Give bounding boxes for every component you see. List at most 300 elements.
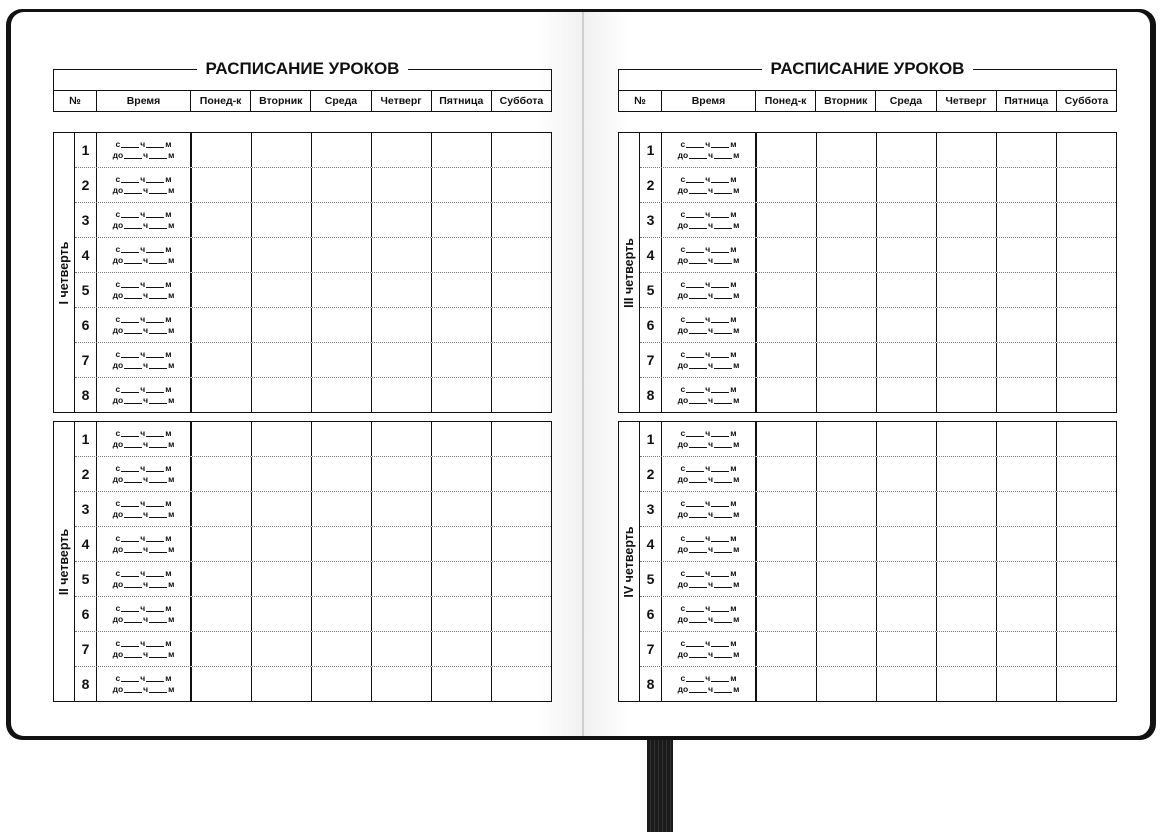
subject-cell[interactable] (756, 527, 816, 561)
subject-cell[interactable] (876, 632, 936, 666)
subject-cell[interactable] (491, 203, 551, 237)
subject-cell[interactable] (996, 238, 1056, 272)
subject-cell[interactable] (1056, 203, 1116, 237)
subject-cell[interactable] (1056, 492, 1116, 526)
subject-cell[interactable] (996, 667, 1056, 701)
subject-cell[interactable] (996, 597, 1056, 631)
blank-line (121, 357, 139, 358)
subject-cell[interactable] (191, 168, 251, 202)
subject-cell[interactable] (816, 492, 876, 526)
subject-cell[interactable] (371, 457, 431, 491)
time-cell[interactable] (97, 133, 191, 167)
time-cell[interactable] (662, 273, 756, 307)
minutes-label: м (730, 349, 737, 359)
subject-cell[interactable] (816, 238, 876, 272)
subject-cell[interactable] (431, 457, 491, 491)
blank-line (124, 447, 142, 448)
subject-cell[interactable] (996, 343, 1056, 377)
subject-cell[interactable] (191, 238, 251, 272)
subject-cell[interactable] (816, 597, 876, 631)
minutes-label: м (168, 395, 175, 405)
header-day: Понед-к (755, 91, 815, 111)
subject-cell[interactable] (371, 527, 431, 561)
time-from-label: с (680, 139, 686, 149)
hours-label: ч (708, 544, 714, 554)
blank-line (121, 646, 139, 647)
subject-cell[interactable] (1056, 632, 1116, 666)
time-cell[interactable] (662, 597, 756, 631)
hours-label: ч (708, 395, 714, 405)
blank-line (124, 517, 142, 518)
subject-cell[interactable] (756, 238, 816, 272)
subject-cell[interactable] (491, 667, 551, 701)
time-to-line (662, 290, 755, 301)
time-cell[interactable] (662, 527, 756, 561)
subject-cell[interactable] (191, 527, 251, 561)
subject-cell[interactable] (1056, 562, 1116, 596)
lesson-number: 3 (75, 203, 97, 237)
lesson-row (75, 596, 551, 631)
subject-cell[interactable] (371, 273, 431, 307)
time-cell[interactable] (662, 343, 756, 377)
blank-line (146, 217, 164, 218)
subject-cell[interactable] (996, 457, 1056, 491)
subject-cell[interactable] (191, 203, 251, 237)
minutes-label: м (165, 384, 172, 394)
subject-cell[interactable] (756, 632, 816, 666)
blank-line (146, 287, 164, 288)
quarter-label (619, 133, 640, 412)
subject-cell[interactable] (191, 492, 251, 526)
subject-cell[interactable] (311, 632, 371, 666)
subject-cell[interactable] (996, 562, 1056, 596)
subject-cell[interactable] (371, 492, 431, 526)
time-cell[interactable] (662, 238, 756, 272)
subject-cell[interactable] (251, 597, 311, 631)
subject-cell[interactable] (936, 273, 996, 307)
hours-label: ч (708, 579, 714, 589)
subject-cell[interactable] (431, 238, 491, 272)
subject-cell[interactable] (491, 378, 551, 412)
subject-cell[interactable] (1056, 308, 1116, 342)
subject-cell[interactable] (371, 168, 431, 202)
minutes-label: м (733, 360, 740, 370)
subject-cell[interactable] (431, 422, 491, 456)
subject-cell[interactable] (431, 203, 491, 237)
blank-line (711, 541, 729, 542)
time-cell[interactable] (662, 168, 756, 202)
subject-cell[interactable] (491, 597, 551, 631)
subject-cell[interactable] (311, 343, 371, 377)
blank-line (149, 447, 167, 448)
time-from-label: с (680, 533, 686, 543)
subject-cell[interactable] (876, 168, 936, 202)
blank-line (149, 333, 167, 334)
subject-cell[interactable] (936, 238, 996, 272)
subject-cell[interactable] (191, 343, 251, 377)
lesson-row (640, 133, 1116, 167)
subject-cell[interactable] (371, 667, 431, 701)
subject-cell[interactable] (816, 168, 876, 202)
time-to-line (662, 439, 755, 450)
subject-cell[interactable] (936, 597, 996, 631)
header-row (53, 90, 552, 112)
subject-cell[interactable] (191, 133, 251, 167)
subject-cell[interactable] (251, 343, 311, 377)
time-cell[interactable] (97, 343, 191, 377)
subject-cell[interactable] (491, 562, 551, 596)
blank-line (149, 517, 167, 518)
blank-line (149, 622, 167, 623)
hours-label: ч (140, 498, 146, 508)
subject-cell[interactable] (251, 632, 311, 666)
subject-cell[interactable] (876, 457, 936, 491)
subject-cell[interactable] (936, 527, 996, 561)
subject-cell[interactable] (936, 133, 996, 167)
subject-cell[interactable] (191, 273, 251, 307)
subject-cell[interactable] (371, 133, 431, 167)
time-cell[interactable] (97, 597, 191, 631)
subject-cell[interactable] (311, 273, 371, 307)
subject-cell[interactable] (431, 308, 491, 342)
subject-cell[interactable] (756, 133, 816, 167)
blank-line (121, 681, 139, 682)
subject-cell[interactable] (311, 203, 371, 237)
time-to-label: до (677, 614, 689, 624)
time-cell[interactable] (97, 238, 191, 272)
subject-cell[interactable] (251, 308, 311, 342)
minutes-label: м (168, 185, 175, 195)
blank-line (689, 517, 707, 518)
lesson-number: 6 (640, 597, 662, 631)
subject-cell[interactable] (191, 632, 251, 666)
subject-cell[interactable] (756, 457, 816, 491)
subject-cell[interactable] (936, 422, 996, 456)
subject-cell[interactable] (1056, 168, 1116, 202)
time-cell[interactable] (97, 632, 191, 666)
lesson-row (75, 307, 551, 342)
lesson-row (75, 422, 551, 456)
subject-cell[interactable] (371, 378, 431, 412)
subject-cell[interactable] (371, 238, 431, 272)
subject-cell[interactable] (431, 133, 491, 167)
blank-line (146, 182, 164, 183)
subject-cell[interactable] (311, 562, 371, 596)
time-cell[interactable] (662, 422, 756, 456)
subject-cell[interactable] (311, 527, 371, 561)
subject-cell[interactable] (191, 597, 251, 631)
time-from-label: с (115, 428, 121, 438)
subject-cell[interactable] (251, 168, 311, 202)
subject-cell[interactable] (191, 667, 251, 701)
subject-cell[interactable] (251, 527, 311, 561)
subject-cell[interactable] (311, 133, 371, 167)
subject-cell[interactable] (876, 562, 936, 596)
subject-cell[interactable] (756, 308, 816, 342)
subject-cell[interactable] (311, 422, 371, 456)
subject-cell[interactable] (431, 343, 491, 377)
subject-cell[interactable] (816, 562, 876, 596)
subject-cell[interactable] (756, 562, 816, 596)
subject-cell[interactable] (756, 168, 816, 202)
subject-cell[interactable] (491, 422, 551, 456)
subject-cell[interactable] (1056, 238, 1116, 272)
subject-cell[interactable] (876, 308, 936, 342)
subject-cell[interactable] (1056, 457, 1116, 491)
subject-cell[interactable] (191, 378, 251, 412)
subject-cell[interactable] (876, 343, 936, 377)
subject-cell[interactable] (251, 378, 311, 412)
time-cell[interactable] (97, 457, 191, 491)
lesson-row (640, 491, 1116, 526)
subject-cell[interactable] (371, 632, 431, 666)
subject-cell[interactable] (876, 378, 936, 412)
subject-cell[interactable] (311, 378, 371, 412)
blank-line (149, 298, 167, 299)
time-cell[interactable] (97, 667, 191, 701)
time-from-label: с (115, 244, 121, 254)
subject-cell[interactable] (251, 562, 311, 596)
subject-cell[interactable] (816, 133, 876, 167)
time-cell[interactable] (97, 492, 191, 526)
subject-cell[interactable] (371, 597, 431, 631)
time-from-label: с (115, 209, 121, 219)
time-cell[interactable] (97, 422, 191, 456)
subject-cell[interactable] (311, 597, 371, 631)
time-from-line (97, 174, 190, 185)
subject-cell[interactable] (1056, 667, 1116, 701)
minutes-label: м (730, 428, 737, 438)
subject-cell[interactable] (431, 562, 491, 596)
hours-label: ч (140, 673, 146, 683)
subject-cell[interactable] (311, 168, 371, 202)
subject-cell[interactable] (251, 203, 311, 237)
subject-cell[interactable] (876, 203, 936, 237)
subject-cell[interactable] (1056, 378, 1116, 412)
subject-cell[interactable] (251, 422, 311, 456)
subject-cell[interactable] (816, 667, 876, 701)
subject-cell[interactable] (996, 203, 1056, 237)
lesson-number: 4 (640, 527, 662, 561)
subject-cell[interactable] (936, 203, 996, 237)
subject-cell[interactable] (371, 422, 431, 456)
subject-cell[interactable] (756, 203, 816, 237)
subject-cell[interactable] (756, 492, 816, 526)
subject-cell[interactable] (876, 492, 936, 526)
time-cell[interactable] (97, 378, 191, 412)
blank-line (689, 657, 707, 658)
subject-cell[interactable] (876, 667, 936, 701)
time-cell[interactable] (97, 527, 191, 561)
subject-cell[interactable] (996, 308, 1056, 342)
subject-cell[interactable] (491, 273, 551, 307)
subject-cell[interactable] (816, 422, 876, 456)
hours-label: ч (705, 568, 711, 578)
subject-cell[interactable] (996, 422, 1056, 456)
subject-cell[interactable] (251, 133, 311, 167)
blank-line (714, 228, 732, 229)
subject-cell[interactable] (996, 632, 1056, 666)
subject-cell[interactable] (191, 562, 251, 596)
subject-cell[interactable] (936, 343, 996, 377)
time-cell[interactable] (662, 133, 756, 167)
time-cell[interactable] (97, 562, 191, 596)
header-day: Пятница (431, 91, 491, 111)
subject-cell[interactable] (431, 168, 491, 202)
subject-cell[interactable] (1056, 343, 1116, 377)
blank-line (124, 263, 142, 264)
subject-cell[interactable] (756, 597, 816, 631)
subject-cell[interactable] (491, 527, 551, 561)
subject-cell[interactable] (251, 273, 311, 307)
time-cell[interactable] (662, 378, 756, 412)
subject-cell[interactable] (491, 343, 551, 377)
subject-cell[interactable] (191, 308, 251, 342)
subject-cell[interactable] (491, 238, 551, 272)
subject-cell[interactable] (431, 378, 491, 412)
subject-cell[interactable] (491, 308, 551, 342)
subject-cell[interactable] (996, 133, 1056, 167)
time-to-line (97, 255, 190, 266)
subject-cell[interactable] (371, 562, 431, 596)
time-cell[interactable] (97, 203, 191, 237)
subject-cell[interactable] (816, 308, 876, 342)
blank-line (124, 403, 142, 404)
subject-cell[interactable] (756, 667, 816, 701)
lesson-number: 5 (75, 562, 97, 596)
time-cell[interactable] (97, 273, 191, 307)
subject-cell[interactable] (756, 273, 816, 307)
blank-line (121, 287, 139, 288)
minutes-label: м (730, 209, 737, 219)
subject-cell[interactable] (936, 492, 996, 526)
subject-cell[interactable] (936, 457, 996, 491)
subject-cell[interactable] (816, 343, 876, 377)
subject-cell[interactable] (996, 527, 1056, 561)
subject-cell[interactable] (491, 632, 551, 666)
subject-cell[interactable] (191, 422, 251, 456)
subject-cell[interactable] (756, 343, 816, 377)
time-cell[interactable] (662, 492, 756, 526)
blank-line (146, 541, 164, 542)
subject-cell[interactable] (936, 632, 996, 666)
subject-cell[interactable] (816, 632, 876, 666)
subject-cell[interactable] (311, 308, 371, 342)
subject-cell[interactable] (371, 308, 431, 342)
minutes-label: м (733, 290, 740, 300)
time-cell[interactable] (97, 168, 191, 202)
subject-cell[interactable] (251, 457, 311, 491)
quarter-block-2 (53, 421, 552, 702)
time-cell[interactable] (662, 667, 756, 701)
time-cell[interactable] (662, 457, 756, 491)
subject-cell[interactable] (936, 308, 996, 342)
subject-cell[interactable] (491, 133, 551, 167)
subject-cell[interactable] (756, 378, 816, 412)
subject-cell[interactable] (816, 457, 876, 491)
header-time: Время (661, 91, 755, 111)
subject-cell[interactable] (996, 378, 1056, 412)
hours-label: ч (143, 150, 149, 160)
time-cell[interactable] (662, 203, 756, 237)
subject-cell[interactable] (816, 378, 876, 412)
subject-cell[interactable] (311, 457, 371, 491)
subject-cell[interactable] (876, 527, 936, 561)
subject-cell[interactable] (491, 457, 551, 491)
subject-cell[interactable] (1056, 133, 1116, 167)
subject-cell[interactable] (431, 667, 491, 701)
time-cell[interactable] (97, 308, 191, 342)
hours-label: ч (708, 474, 714, 484)
minutes-label: м (165, 349, 172, 359)
subject-cell[interactable] (251, 492, 311, 526)
subject-cell[interactable] (876, 597, 936, 631)
time-from-line (662, 463, 755, 474)
time-cell[interactable] (662, 632, 756, 666)
minutes-label: м (165, 428, 172, 438)
lesson-row (640, 596, 1116, 631)
subject-cell[interactable] (876, 273, 936, 307)
subject-cell[interactable] (816, 527, 876, 561)
subject-cell[interactable] (1056, 273, 1116, 307)
minutes-label: м (168, 509, 175, 519)
subject-cell[interactable] (816, 273, 876, 307)
subject-cell[interactable] (491, 492, 551, 526)
subject-cell[interactable] (936, 667, 996, 701)
subject-cell[interactable] (251, 238, 311, 272)
subject-cell[interactable] (311, 667, 371, 701)
blank-line (124, 333, 142, 334)
time-from-label: с (115, 638, 121, 648)
header-day: Вторник (815, 91, 875, 111)
subject-cell[interactable] (996, 168, 1056, 202)
subject-cell[interactable] (876, 133, 936, 167)
time-to-label: до (112, 579, 124, 589)
subject-cell[interactable] (311, 238, 371, 272)
subject-cell[interactable] (371, 203, 431, 237)
subject-cell[interactable] (816, 203, 876, 237)
subject-cell[interactable] (431, 492, 491, 526)
subject-cell[interactable] (936, 168, 996, 202)
subject-cell[interactable] (431, 597, 491, 631)
time-cell[interactable] (662, 308, 756, 342)
subject-cell[interactable] (371, 343, 431, 377)
subject-cell[interactable] (936, 562, 996, 596)
subject-cell[interactable] (996, 273, 1056, 307)
subject-cell[interactable] (431, 273, 491, 307)
subject-cell[interactable] (431, 527, 491, 561)
subject-cell[interactable] (756, 422, 816, 456)
time-from-line (97, 314, 190, 325)
hours-label: ч (705, 209, 711, 219)
time-cell[interactable] (662, 562, 756, 596)
subject-cell[interactable] (1056, 597, 1116, 631)
subject-cell[interactable] (1056, 527, 1116, 561)
subject-cell[interactable] (491, 168, 551, 202)
subject-cell[interactable] (431, 632, 491, 666)
subject-cell[interactable] (311, 492, 371, 526)
subject-cell[interactable] (936, 378, 996, 412)
time-from-line (662, 244, 755, 255)
subject-cell[interactable] (191, 457, 251, 491)
subject-cell[interactable] (251, 667, 311, 701)
lesson-row (75, 272, 551, 307)
subject-cell[interactable] (996, 492, 1056, 526)
subject-cell[interactable] (876, 238, 936, 272)
subject-cell[interactable] (876, 422, 936, 456)
lesson-rows (640, 133, 1116, 412)
subject-cell[interactable] (1056, 422, 1116, 456)
